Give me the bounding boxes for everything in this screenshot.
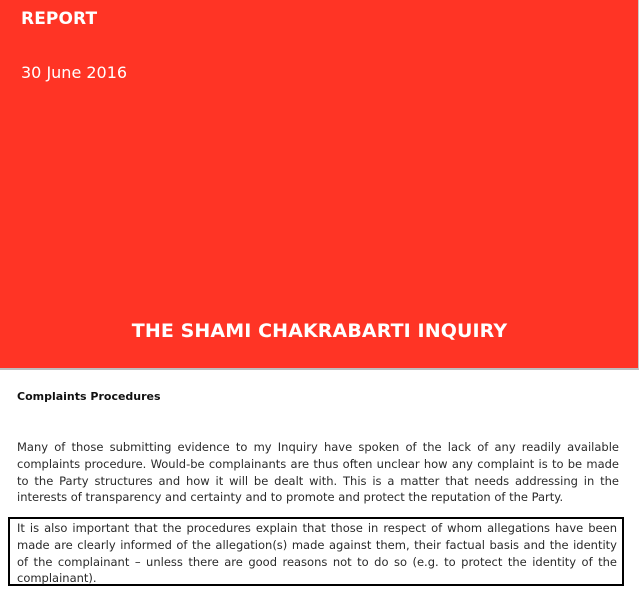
section-heading: Complaints Procedures (17, 390, 161, 403)
cover-title: THE SHAMI CHAKRABARTI INQUIRY (131, 320, 508, 342)
cover-label: REPORT (21, 9, 98, 29)
paragraph-complaints-procedure: Many of those submitting evidence to my Inquiry have spoken of the lack of any readily available complaints procedure. Would-be complainants are thus often unclear how any complaint is to be made to the Party structures and how it will be dealt with. This is a matter that needs addressing in the interests of transparency and certainty and to promote and protect the reputation of the Party. (17, 440, 619, 505)
cover-date: 30 June 2016 (21, 63, 128, 82)
paragraph-highlighted: It is also important that the procedures explain that those in respect of whom allegations have been made are clearly informed of the allegation(s) made against them, their factual basis and the identity of the complainant – unless there are good reasons not to do so (e.g. to protect the identity of the complainant). (17, 521, 617, 586)
